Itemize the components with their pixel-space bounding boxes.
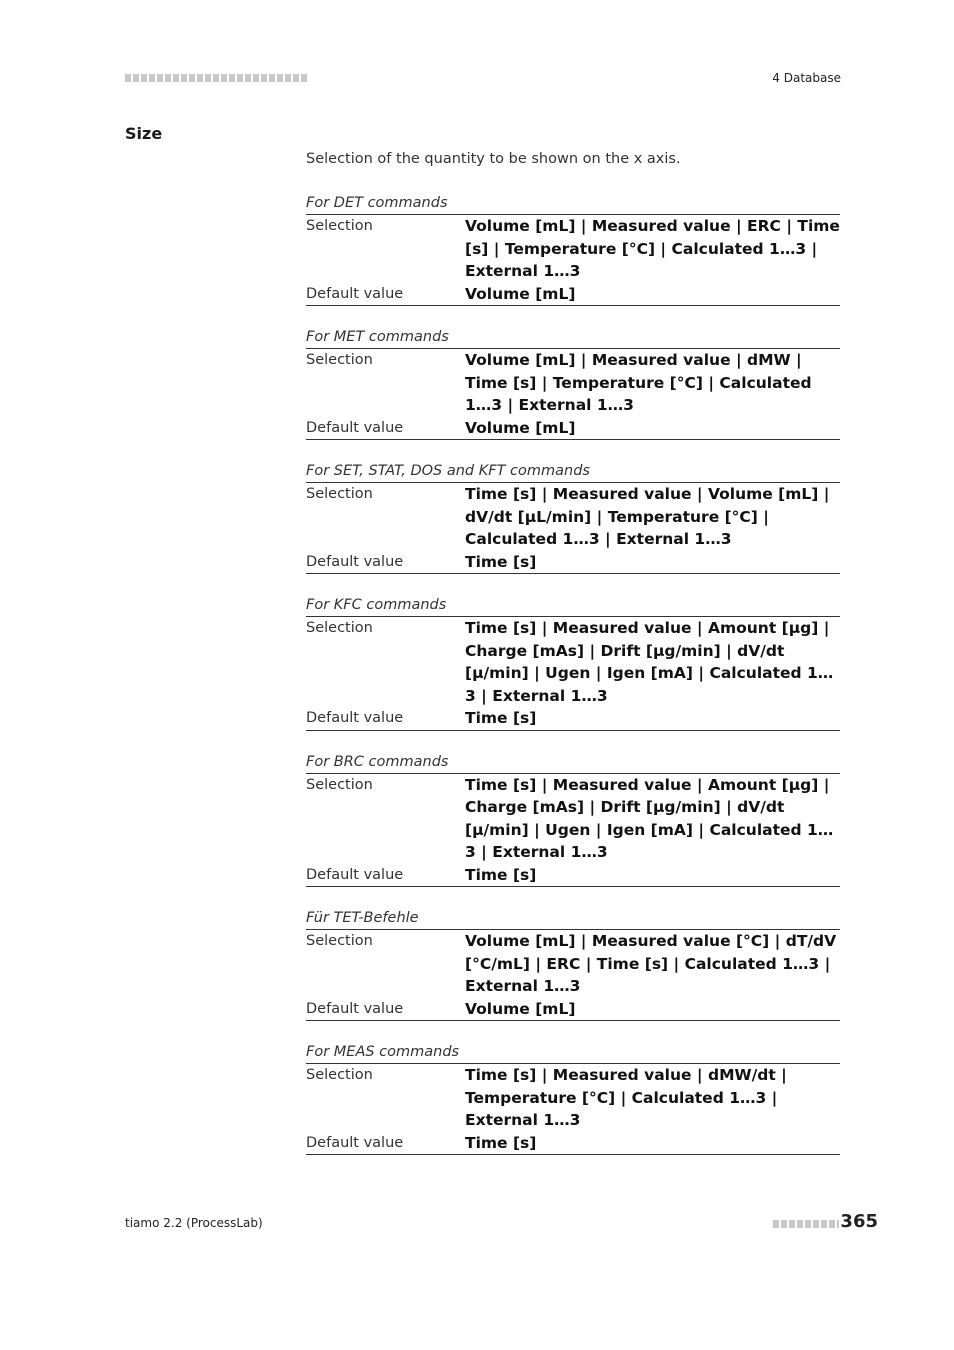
block-tet [306,908,840,1021]
default-row [306,283,840,307]
selection-value: Time [s] | Measured value | dMW/dt | Temperature [°C] | Calculated 1…3 | External 1…3 [465,1066,787,1129]
default-value: Volume [mL] [465,418,576,437]
block-title: For SET, STAT, DOS and KFT commands [306,461,840,483]
default-row [306,864,840,888]
selection-value: Volume [mL] | Measured value | ERC | Time [s] | Temperature [°C] | Calculated 1…3 | External 1…3 [465,217,840,280]
block-det [306,193,840,306]
block-title: For MET commands [306,327,840,349]
default-label: Default value [306,1000,404,1017]
header-section: 4 Database [772,71,841,85]
block-title: Für TET-Befehle [306,908,840,930]
selection-value: Time [s] | Measured value | Amount [µg] | Charge [mAs] | Drift [µg/min] | dV/dt [µ/min] | Ugen | Igen [mA] | Calculated 1…3 | External 1…3 [465,775,834,861]
default-value: Volume [mL] [465,284,576,303]
selection-value: Volume [mL] | Measured value [°C] | dT/dV [°C/mL] | ERC | Time [s] | Calculated 1…3 | External 1…3 [465,932,837,995]
footer-decoration [773,1220,839,1228]
default-value: Volume [mL] [465,999,576,1018]
default-value: Time [s] [465,552,537,571]
selection-value: Volume [mL] | Measured value | dMW | Time [s] | Temperature [°C] | Calculated 1…3 | External 1…3 [465,351,812,414]
header-decoration [125,74,307,82]
default-label: Default value [306,553,404,570]
default-label: Default value [306,419,404,436]
default-label: Default value [306,1134,404,1151]
default-value: Time [s] [465,709,537,727]
default-row [306,417,840,441]
section-title: Size [125,124,163,143]
default-row [306,1132,840,1156]
selection-label: Selection [306,933,373,949]
selection-label: Selection [306,776,373,793]
selection-row [306,215,840,283]
selection-value: Time [s] | Measured value | Amount [µg] | Charge [mAs] | Drift [µg/min] | dV/dt [µ/min] | Ugen | Igen [mA] | Calculated 1…3 | External 1…3 [465,619,834,705]
block-title: For KFC commands [306,595,840,617]
default-row [306,707,840,731]
block-meas [306,1042,840,1155]
selection-row [306,617,840,707]
default-value: Time [s] [465,865,537,884]
selection-row [306,349,840,417]
block-brc [306,752,840,888]
command-blocks [306,193,840,1176]
selection-row [306,930,840,998]
footer-product: tiamo 2.2 (ProcessLab) [125,1216,263,1230]
block-title: For MEAS commands [306,1042,840,1064]
default-label: Default value [306,866,404,883]
default-label: Default value [306,710,404,726]
selection-label: Selection [306,352,373,368]
selection-label: Selection [306,486,373,502]
selection-value: Time [s] | Measured value | Volume [mL] | dV/dt [µL/min] | Temperature [°C] | Calculated 1…3 | External 1…3 [465,485,830,548]
selection-row [306,1064,840,1132]
selection-label: Selection [306,218,373,234]
block-title: For DET commands [306,193,840,215]
block-kfc [306,595,840,731]
selection-label: Selection [306,620,373,636]
default-label: Default value [306,285,404,302]
default-value: Time [s] [465,1133,537,1152]
default-row [306,551,840,575]
default-row [306,998,840,1022]
block-met [306,327,840,440]
page-number: 365 [840,1211,878,1232]
intro-text: Selection of the quantity to be shown on the x axis. [306,151,681,167]
block-set-stat-dos-kft [306,461,840,574]
selection-label: Selection [306,1067,373,1083]
block-title: For BRC commands [306,752,840,774]
selection-row [306,774,840,864]
selection-row [306,483,840,551]
